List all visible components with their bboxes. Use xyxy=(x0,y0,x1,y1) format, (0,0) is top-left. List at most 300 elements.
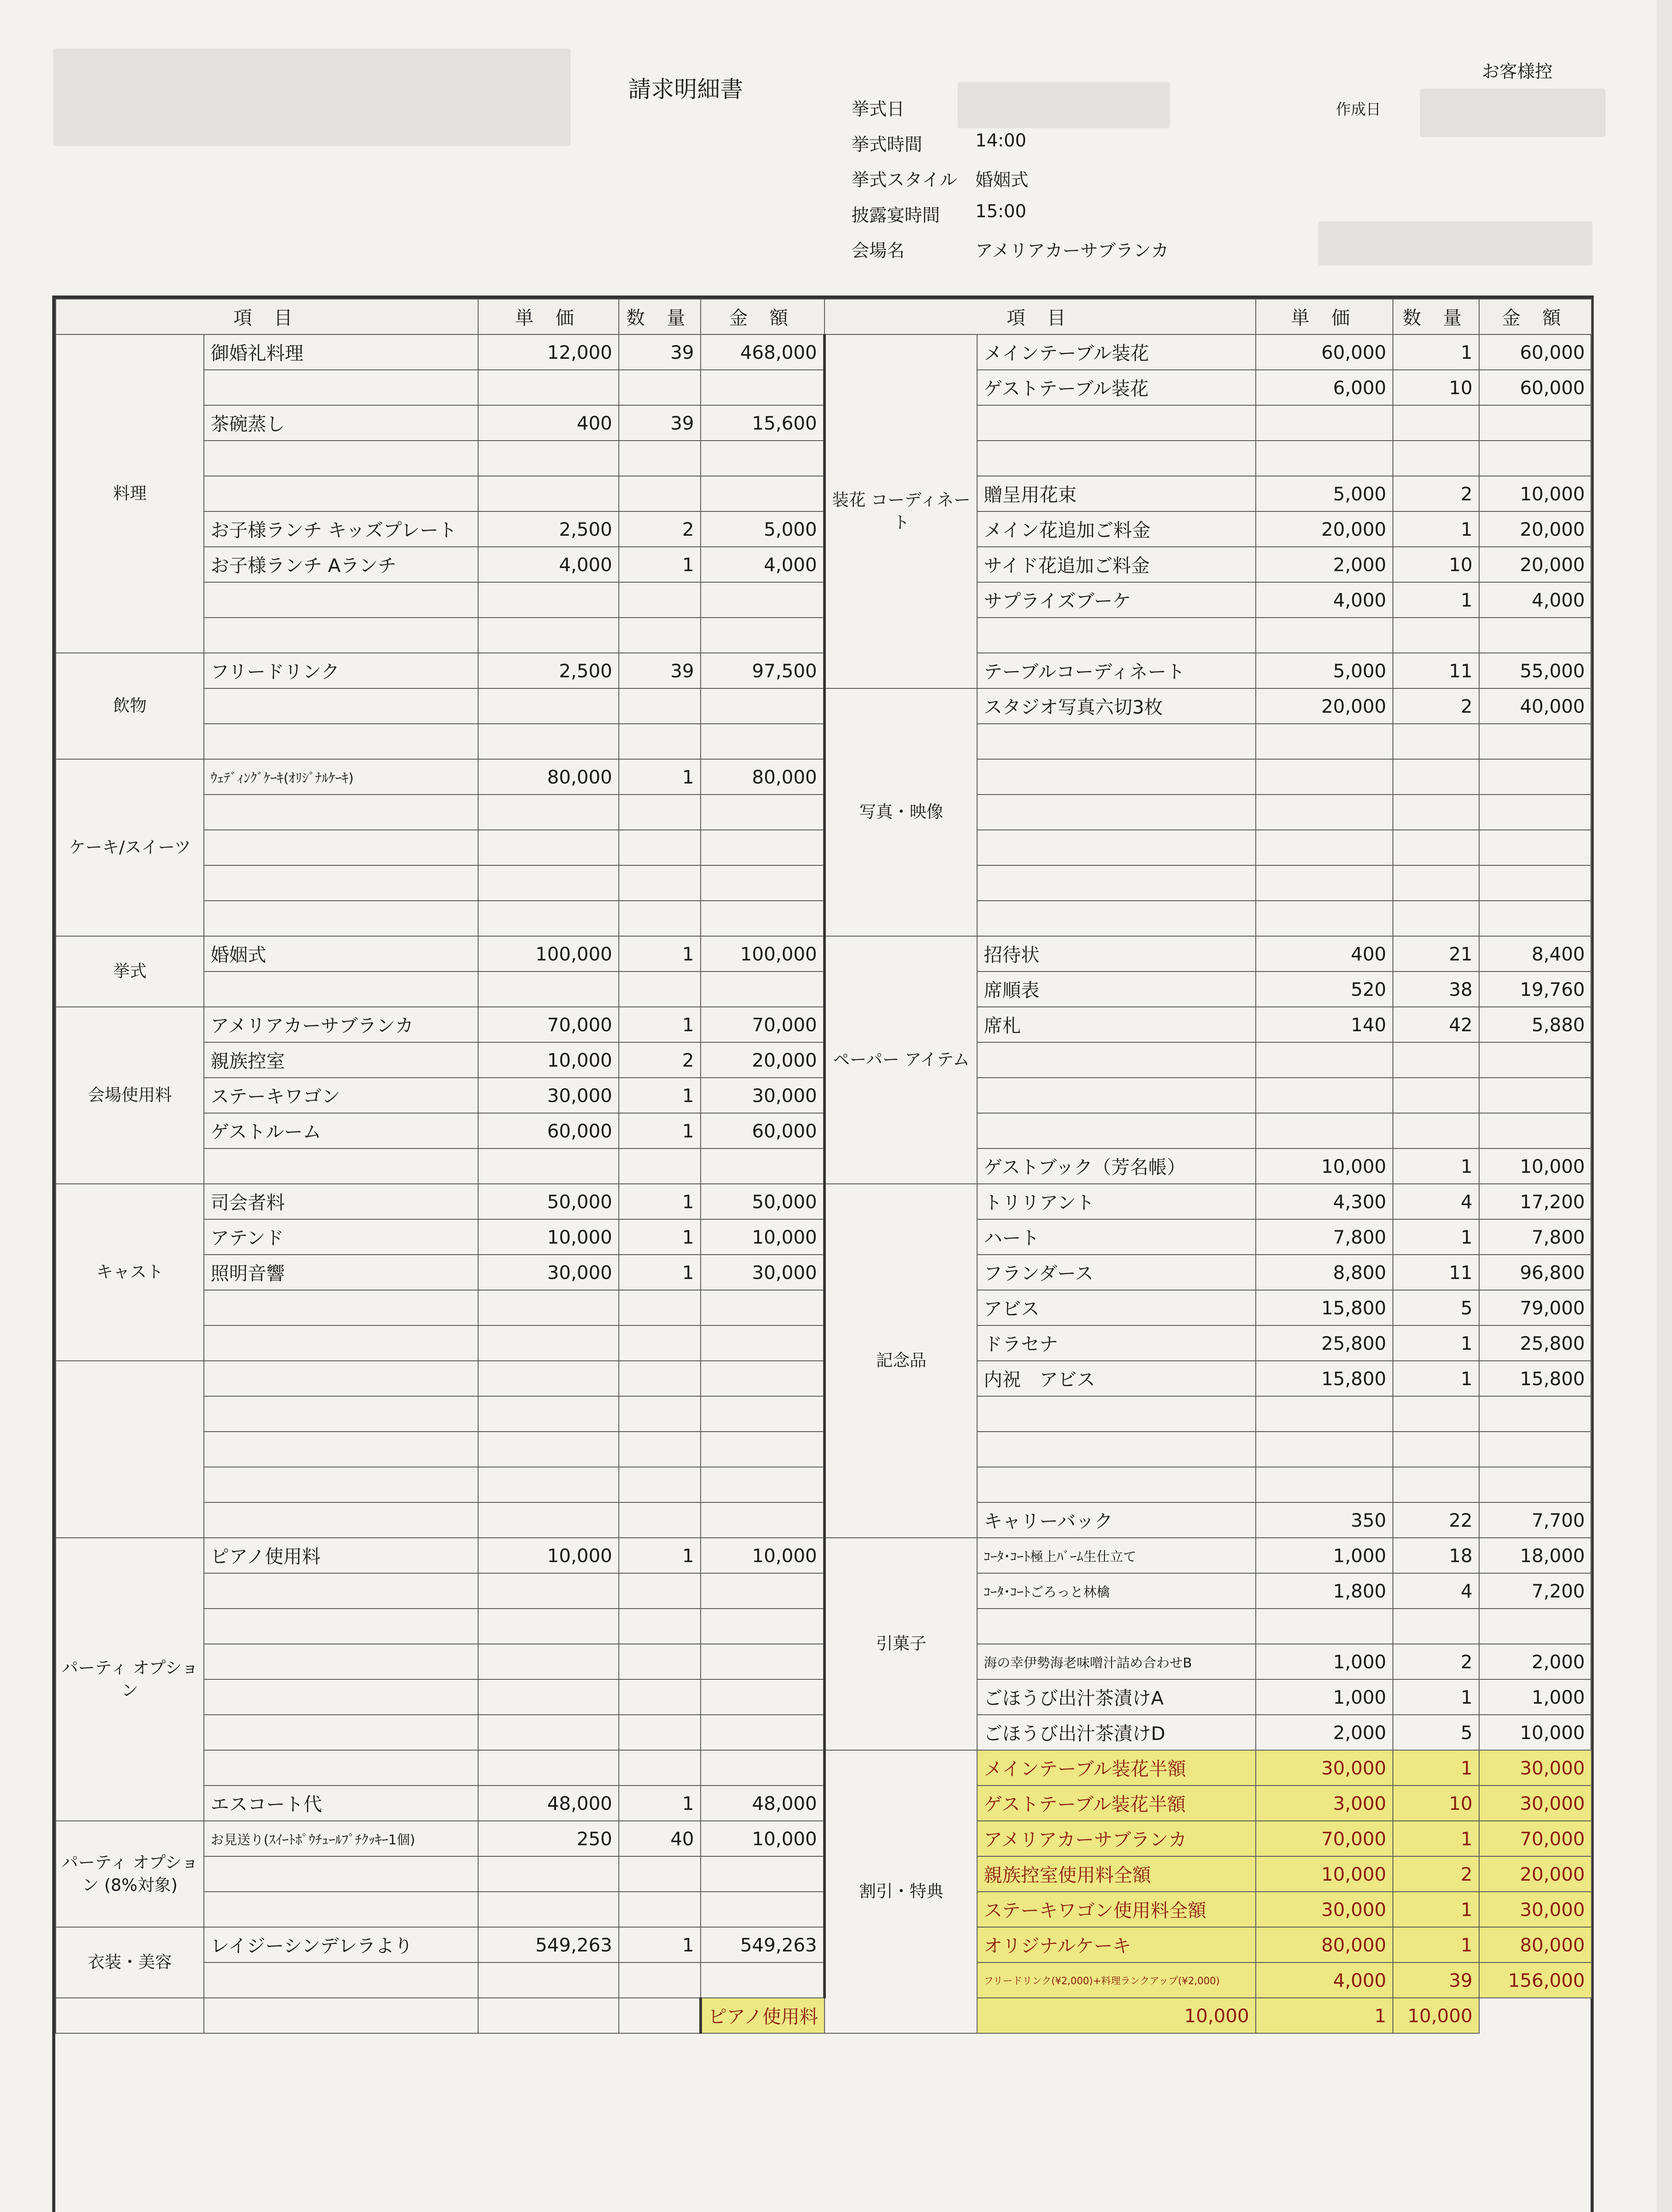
item-name-left xyxy=(204,901,478,936)
item-name-right: ゲストテーブル装花半額 xyxy=(977,1786,1256,1821)
amount-left xyxy=(701,582,824,618)
col-header-amount-right: 金 額 xyxy=(1479,299,1591,334)
unit-price-left xyxy=(478,618,619,653)
unit-price-right: 10,000 xyxy=(1256,1856,1393,1892)
amount-right: 156,000 xyxy=(1479,1962,1591,1998)
quantity-left xyxy=(478,1998,619,2033)
amount-right: 30,000 xyxy=(1479,1786,1591,1821)
category-cell-left: 衣装・美容 xyxy=(56,1927,204,1998)
item-name-left: ゲストルーム xyxy=(204,1113,478,1148)
item-name-left: レイジーシンデレラより xyxy=(204,1927,478,1962)
quantity-right xyxy=(1393,618,1479,653)
quantity-left xyxy=(619,370,701,405)
amount-left: 10,000 xyxy=(701,1821,824,1856)
quantity-left: 2 xyxy=(619,1042,701,1078)
quantity-right: 11 xyxy=(1393,653,1479,688)
quantity-right xyxy=(1393,1078,1479,1113)
quantity-left xyxy=(619,1396,701,1432)
item-name-left: 茶碗蒸し xyxy=(204,405,478,441)
unit-price-left xyxy=(478,688,619,724)
amount-left xyxy=(701,1892,824,1927)
amount-left: 100,000 xyxy=(701,936,824,972)
amount-right: 55,000 xyxy=(1479,653,1591,688)
item-name-right: ｺｰﾀ･ｺｰﾄごろっと林檎 xyxy=(977,1573,1256,1609)
unit-price-right: 7,800 xyxy=(1256,1219,1393,1255)
amount-left xyxy=(701,1679,824,1715)
item-name-right: 席札 xyxy=(977,1007,1256,1042)
quantity-right: 10 xyxy=(1393,370,1479,405)
unit-price-left: 30,000 xyxy=(478,1078,619,1113)
table-row xyxy=(56,1786,1591,1821)
unit-price-right: 4,000 xyxy=(1256,582,1393,618)
unit-price-left: 549,263 xyxy=(478,1927,619,1962)
table-row xyxy=(56,1962,1591,1998)
table-row xyxy=(56,618,1591,653)
quantity-left: 1 xyxy=(619,1113,701,1148)
item-name-left xyxy=(204,1962,478,1998)
item-name-right: 内祝 アビス xyxy=(977,1361,1256,1396)
col-header-price-left: 単 価 xyxy=(478,299,619,334)
amount-right: 20,000 xyxy=(1479,547,1591,582)
unit-price-left: 80,000 xyxy=(478,759,619,795)
unit-price-right: 400 xyxy=(1256,936,1393,972)
quantity-left xyxy=(619,1856,701,1892)
quantity-left: 1 xyxy=(619,759,701,795)
amount-right xyxy=(1479,830,1591,865)
amount-left xyxy=(701,1609,824,1644)
category-cell-right: 写真・映像 xyxy=(824,688,977,936)
item-name-left xyxy=(204,1644,478,1679)
table-row xyxy=(56,1255,1591,1290)
amount-left xyxy=(701,830,824,865)
table-row xyxy=(56,1679,1591,1715)
unit-price-right xyxy=(1256,724,1393,759)
table-row xyxy=(56,724,1591,759)
unit-price-right xyxy=(1256,1432,1393,1467)
quantity-left xyxy=(619,1892,701,1927)
unit-price-left: 400 xyxy=(478,405,619,441)
item-name-left xyxy=(204,476,478,511)
amount-left: 50,000 xyxy=(701,1184,824,1219)
created-date-label: 作成日 xyxy=(1336,101,1381,119)
table-row xyxy=(56,1644,1591,1679)
ceremony-time-label: 挙式時間 xyxy=(851,134,922,155)
amount-right: 19,760 xyxy=(1479,972,1591,1007)
unit-price-right xyxy=(1256,1467,1393,1502)
table-row xyxy=(56,688,1591,724)
page-title: 請求明細書 xyxy=(628,77,744,103)
table-row xyxy=(56,1184,1591,1219)
unit-price-left xyxy=(478,1148,619,1184)
amount-right: 60,000 xyxy=(1479,334,1591,370)
item-name-left: アメリアカーサブランカ xyxy=(204,1007,478,1042)
item-name-left xyxy=(204,1609,478,1644)
reception-time-label: 披露宴時間 xyxy=(851,205,940,226)
table-row xyxy=(56,901,1591,936)
quantity-left: 1 xyxy=(619,1786,701,1821)
quantity-left xyxy=(619,901,701,936)
unit-price-left xyxy=(478,795,619,830)
quantity-right: 1 xyxy=(1393,1219,1479,1255)
unit-price-right: 10,000 xyxy=(1256,1148,1393,1184)
unit-price-left xyxy=(478,1502,619,1538)
quantity-right xyxy=(1393,724,1479,759)
quantity-left: 1 xyxy=(619,1184,701,1219)
item-name-right xyxy=(977,1396,1256,1432)
unit-price-left: 2,500 xyxy=(478,511,619,547)
unit-price-left xyxy=(478,476,619,511)
quantity-left xyxy=(619,1361,701,1396)
unit-price-right: 5,000 xyxy=(1256,653,1393,688)
table-row xyxy=(56,1113,1591,1148)
unit-price-right xyxy=(1256,405,1393,441)
unit-price-left xyxy=(204,1998,478,2033)
unit-price-left xyxy=(478,1361,619,1396)
col-header-qty-left: 数 量 xyxy=(619,299,701,334)
quantity-right xyxy=(1393,795,1479,830)
quantity-left: 1 xyxy=(619,1538,701,1573)
unit-price-left: 70,000 xyxy=(478,1007,619,1042)
unit-price-right: 520 xyxy=(1256,972,1393,1007)
unit-price-left: 50,000 xyxy=(478,1184,619,1219)
col-header-qty-right: 数 量 xyxy=(1393,299,1479,334)
table-row xyxy=(56,370,1591,405)
unit-price-right xyxy=(1256,618,1393,653)
amount-right: 40,000 xyxy=(1479,688,1591,724)
table-row xyxy=(56,334,1591,370)
unit-price-right: 25,800 xyxy=(1256,1325,1393,1361)
unit-price-left: 12,000 xyxy=(478,334,619,370)
item-name-left: 親族控室 xyxy=(204,1042,478,1078)
item-name-left xyxy=(204,1467,478,1502)
quantity-right: 4 xyxy=(1393,1573,1479,1609)
item-name-left xyxy=(204,441,478,476)
quantity-left xyxy=(619,724,701,759)
amount-right: 7,700 xyxy=(1479,1502,1591,1538)
amount-left xyxy=(701,1856,824,1892)
quantity-right: 21 xyxy=(1393,936,1479,972)
unit-price-right xyxy=(1256,759,1393,795)
item-name-left xyxy=(204,370,478,405)
item-name-left: お子様ランチ キッズプレート xyxy=(204,511,478,547)
amount-right xyxy=(1479,901,1591,936)
item-name-right: ドラセナ xyxy=(977,1325,1256,1361)
amount-right: 20,000 xyxy=(1479,511,1591,547)
item-name-right: ごほうび出汁茶漬けA xyxy=(977,1679,1256,1715)
quantity-right: 1 xyxy=(1393,1927,1479,1962)
item-name-right xyxy=(977,1042,1256,1078)
quantity-right xyxy=(1393,1467,1479,1502)
col-header-item-right: 項 目 xyxy=(824,299,1256,334)
amount-right xyxy=(1479,1042,1591,1078)
unit-price-left xyxy=(478,1325,619,1361)
quantity-right: 11 xyxy=(1393,1255,1479,1290)
amount-left: 15,600 xyxy=(701,405,824,441)
item-name-left xyxy=(204,972,478,1007)
amount-right: 15,800 xyxy=(1479,1361,1591,1396)
item-name-right: 海の幸伊勢海老味噌汁詰め合わせB xyxy=(977,1644,1256,1679)
item-name-left: 婚姻式 xyxy=(204,936,478,972)
quantity-left xyxy=(619,1432,701,1467)
quantity-left xyxy=(619,830,701,865)
item-name-left xyxy=(204,1573,478,1609)
unit-price-left xyxy=(478,1892,619,1927)
unit-price-left xyxy=(478,865,619,901)
item-name-right: トリリアント xyxy=(977,1184,1256,1219)
amount-right: 5,880 xyxy=(1479,1007,1591,1042)
unit-price-left: 250 xyxy=(478,1821,619,1856)
quantity-left xyxy=(619,1962,701,1998)
amount-left xyxy=(701,1715,824,1750)
quantity-left xyxy=(619,1679,701,1715)
venue-value: アメリアカーサブランカ xyxy=(975,241,1169,261)
amount-left xyxy=(701,1467,824,1502)
item-name-right xyxy=(977,1609,1256,1644)
item-name-left xyxy=(204,795,478,830)
quantity-right: 5 xyxy=(1393,1715,1479,1750)
table-row xyxy=(56,1325,1591,1361)
table-row xyxy=(56,1042,1591,1078)
unit-price-right: 4,300 xyxy=(1256,1184,1393,1219)
quantity-left xyxy=(619,441,701,476)
quantity-left: 1 xyxy=(619,1078,701,1113)
amount-left xyxy=(701,1962,824,1998)
amount-right: 10,000 xyxy=(1479,476,1591,511)
redacted-created-date xyxy=(1420,88,1606,137)
unit-price-left xyxy=(478,1609,619,1644)
table-row xyxy=(56,511,1591,547)
amount-left xyxy=(701,1325,824,1361)
amount-left: 468,000 xyxy=(701,334,824,370)
item-name-right xyxy=(977,759,1256,795)
unit-price-right xyxy=(1256,1396,1393,1432)
unit-price-left xyxy=(478,972,619,1007)
item-name-left: フリードリンク xyxy=(204,653,478,688)
amount-right: 70,000 xyxy=(1479,1821,1591,1856)
amount-right: 1,000 xyxy=(1479,1679,1591,1715)
quantity-right xyxy=(1393,1432,1479,1467)
unit-price-right: 30,000 xyxy=(1256,1750,1393,1786)
category-cell-right: 割引・特典 xyxy=(824,1750,977,2033)
amount-left: 60,000 xyxy=(701,1113,824,1148)
table-row xyxy=(56,1892,1591,1927)
item-name-left xyxy=(204,1502,478,1538)
item-name-right: 席順表 xyxy=(977,972,1256,1007)
category-cell-left: ケーキ/スイーツ xyxy=(56,759,204,936)
table-row xyxy=(56,476,1591,511)
unit-price-left xyxy=(478,370,619,405)
item-name-left xyxy=(204,1290,478,1325)
unit-price-right: 20,000 xyxy=(1256,688,1393,724)
table-row xyxy=(56,1432,1591,1467)
quantity-right: 1 xyxy=(1393,1750,1479,1786)
table-row xyxy=(56,1998,1591,2033)
amount-left xyxy=(701,370,824,405)
amount-right: 20,000 xyxy=(1479,1856,1591,1892)
quantity-right: 2 xyxy=(1393,688,1479,724)
unit-price-left: 30,000 xyxy=(478,1255,619,1290)
category-cell-left xyxy=(56,1361,204,1538)
amount-left xyxy=(701,441,824,476)
unit-price-left xyxy=(478,441,619,476)
item-name-right xyxy=(977,1432,1256,1467)
unit-price-left xyxy=(478,1396,619,1432)
category-cell-left: 会場使用料 xyxy=(56,1007,204,1184)
invoice-table xyxy=(55,299,1592,2034)
amount-left xyxy=(701,1396,824,1432)
unit-price-right xyxy=(1256,830,1393,865)
item-name-left xyxy=(204,724,478,759)
unit-price-left xyxy=(478,1750,619,1786)
unit-price-right xyxy=(1256,441,1393,476)
item-name-left xyxy=(204,865,478,901)
table-row xyxy=(56,1538,1591,1573)
redacted-logo xyxy=(53,49,571,146)
amount-right: 7,800 xyxy=(1479,1219,1591,1255)
amount-left xyxy=(701,1502,824,1538)
item-name-right: キャリーバック xyxy=(977,1502,1256,1538)
quantity-right: 4 xyxy=(1393,1184,1479,1219)
unit-price-right xyxy=(1256,1113,1393,1148)
amount-right: 25,800 xyxy=(1479,1325,1591,1361)
item-name-right: ピアノ使用料 xyxy=(701,1998,824,2033)
unit-price-left xyxy=(478,1679,619,1715)
quantity-right xyxy=(1393,759,1479,795)
quantity-left xyxy=(619,1290,701,1325)
quantity-left: 39 xyxy=(619,653,701,688)
unit-price-right: 4,000 xyxy=(1256,1962,1393,1998)
amount-right: 30,000 xyxy=(1479,1892,1591,1927)
reception-time-value: 15:00 xyxy=(975,201,1027,222)
item-name-right: 贈呈用花束 xyxy=(977,476,1256,511)
table-row xyxy=(56,1715,1591,1750)
amount-right: 60,000 xyxy=(1479,370,1591,405)
quantity-right: 22 xyxy=(1393,1502,1479,1538)
unit-price-right: 1,000 xyxy=(1256,1679,1393,1715)
amount-left xyxy=(701,1432,824,1467)
unit-price-right xyxy=(1256,1042,1393,1078)
table-row xyxy=(56,1750,1591,1786)
item-name-right: サプライズブーケ xyxy=(977,582,1256,618)
quantity-left xyxy=(619,1467,701,1502)
amount-left xyxy=(701,1750,824,1786)
amount-right: 4,000 xyxy=(1479,582,1591,618)
amount-right: 10,000 xyxy=(1393,1998,1479,2033)
item-name-right xyxy=(977,724,1256,759)
quantity-right: 1 xyxy=(1393,1325,1479,1361)
item-name-right: サイド花追加ご料金 xyxy=(977,547,1256,582)
unit-price-right xyxy=(1256,795,1393,830)
amount-right: 79,000 xyxy=(1479,1290,1591,1325)
quantity-right: 1 xyxy=(1393,1892,1479,1927)
quantity-right: 1 xyxy=(1393,1679,1479,1715)
table-row xyxy=(56,1467,1591,1502)
col-header-price-right: 単 価 xyxy=(1256,299,1393,334)
item-name-right: オリジナルケーキ xyxy=(977,1927,1256,1962)
table-row xyxy=(56,1821,1591,1856)
unit-price-left: 10,000 xyxy=(478,1219,619,1255)
unit-price-left xyxy=(478,1962,619,1998)
amount-right xyxy=(1479,865,1591,901)
quantity-left: 40 xyxy=(619,1821,701,1856)
item-name-left xyxy=(204,688,478,724)
unit-price-right: 8,800 xyxy=(1256,1255,1393,1290)
item-name-right xyxy=(977,901,1256,936)
amount-left: 20,000 xyxy=(701,1042,824,1078)
quantity-right xyxy=(1393,1609,1479,1644)
item-name-right: スタジオ写真六切3枚 xyxy=(977,688,1256,724)
unit-price-right: 6,000 xyxy=(1256,370,1393,405)
quantity-right xyxy=(1393,1042,1479,1078)
item-name-left: ステーキワゴン xyxy=(204,1078,478,1113)
item-name-left xyxy=(204,1856,478,1892)
amount-right xyxy=(1479,1078,1591,1113)
unit-price-right: 10,000 xyxy=(977,1998,1256,2033)
category-cell-left: パーティ オプション xyxy=(56,1538,204,1821)
unit-price-left xyxy=(478,582,619,618)
quantity-left xyxy=(619,1502,701,1538)
amount-right: 17,200 xyxy=(1479,1184,1591,1219)
quantity-left xyxy=(619,1750,701,1786)
item-name-left: お見送り(ｽｲｰﾄﾎﾟｳﾁｭｰﾙﾌﾟﾁｸｯｷｰ1個) xyxy=(204,1821,478,1856)
unit-price-left xyxy=(478,901,619,936)
table-row xyxy=(56,936,1591,972)
amount-right: 10,000 xyxy=(1479,1715,1591,1750)
quantity-right: 10 xyxy=(1393,547,1479,582)
table-row xyxy=(56,653,1591,688)
unit-price-right: 350 xyxy=(1256,1502,1393,1538)
quantity-right: 10 xyxy=(1393,1786,1479,1821)
table-row xyxy=(56,1219,1591,1255)
copy-label: お客様控 xyxy=(1482,61,1553,82)
quantity-left xyxy=(619,1325,701,1361)
quantity-right: 2 xyxy=(1393,1644,1479,1679)
item-name-left: 司会者料 xyxy=(204,1184,478,1219)
unit-price-right: 1,800 xyxy=(1256,1573,1393,1609)
table-row xyxy=(56,795,1591,830)
unit-price-right xyxy=(1256,865,1393,901)
amount-right xyxy=(1479,1609,1591,1644)
table-header-row xyxy=(56,299,1591,334)
unit-price-left: 4,000 xyxy=(478,547,619,582)
quantity-right: 5 xyxy=(1393,1290,1479,1325)
amount-right: 8,400 xyxy=(1479,936,1591,972)
amount-right: 2,000 xyxy=(1479,1644,1591,1679)
amount-right xyxy=(1479,1396,1591,1432)
category-cell-left: 飲物 xyxy=(56,653,204,759)
amount-right xyxy=(1479,1467,1591,1502)
item-name-right: ゲストテーブル装花 xyxy=(977,370,1256,405)
quantity-left xyxy=(619,476,701,511)
category-cell-left: パーティ オプション (8%対象) xyxy=(56,1821,204,1927)
amount-left xyxy=(701,688,824,724)
quantity-left: 2 xyxy=(619,511,701,547)
item-name-left: アテンド xyxy=(204,1219,478,1255)
amount-left xyxy=(701,1361,824,1396)
item-name-left xyxy=(204,1361,478,1396)
quantity-left: 1 xyxy=(619,1927,701,1962)
quantity-right: 1 xyxy=(1256,1998,1393,2033)
amount-left: 4,000 xyxy=(701,547,824,582)
item-name-right xyxy=(977,795,1256,830)
item-name-right: 招待状 xyxy=(977,936,1256,972)
ceremony-style-value: 婚姻式 xyxy=(975,170,1028,190)
quantity-left xyxy=(619,582,701,618)
unit-price-right xyxy=(1256,901,1393,936)
unit-price-right: 2,000 xyxy=(1256,547,1393,582)
item-name-left xyxy=(204,1396,478,1432)
quantity-right xyxy=(1393,441,1479,476)
